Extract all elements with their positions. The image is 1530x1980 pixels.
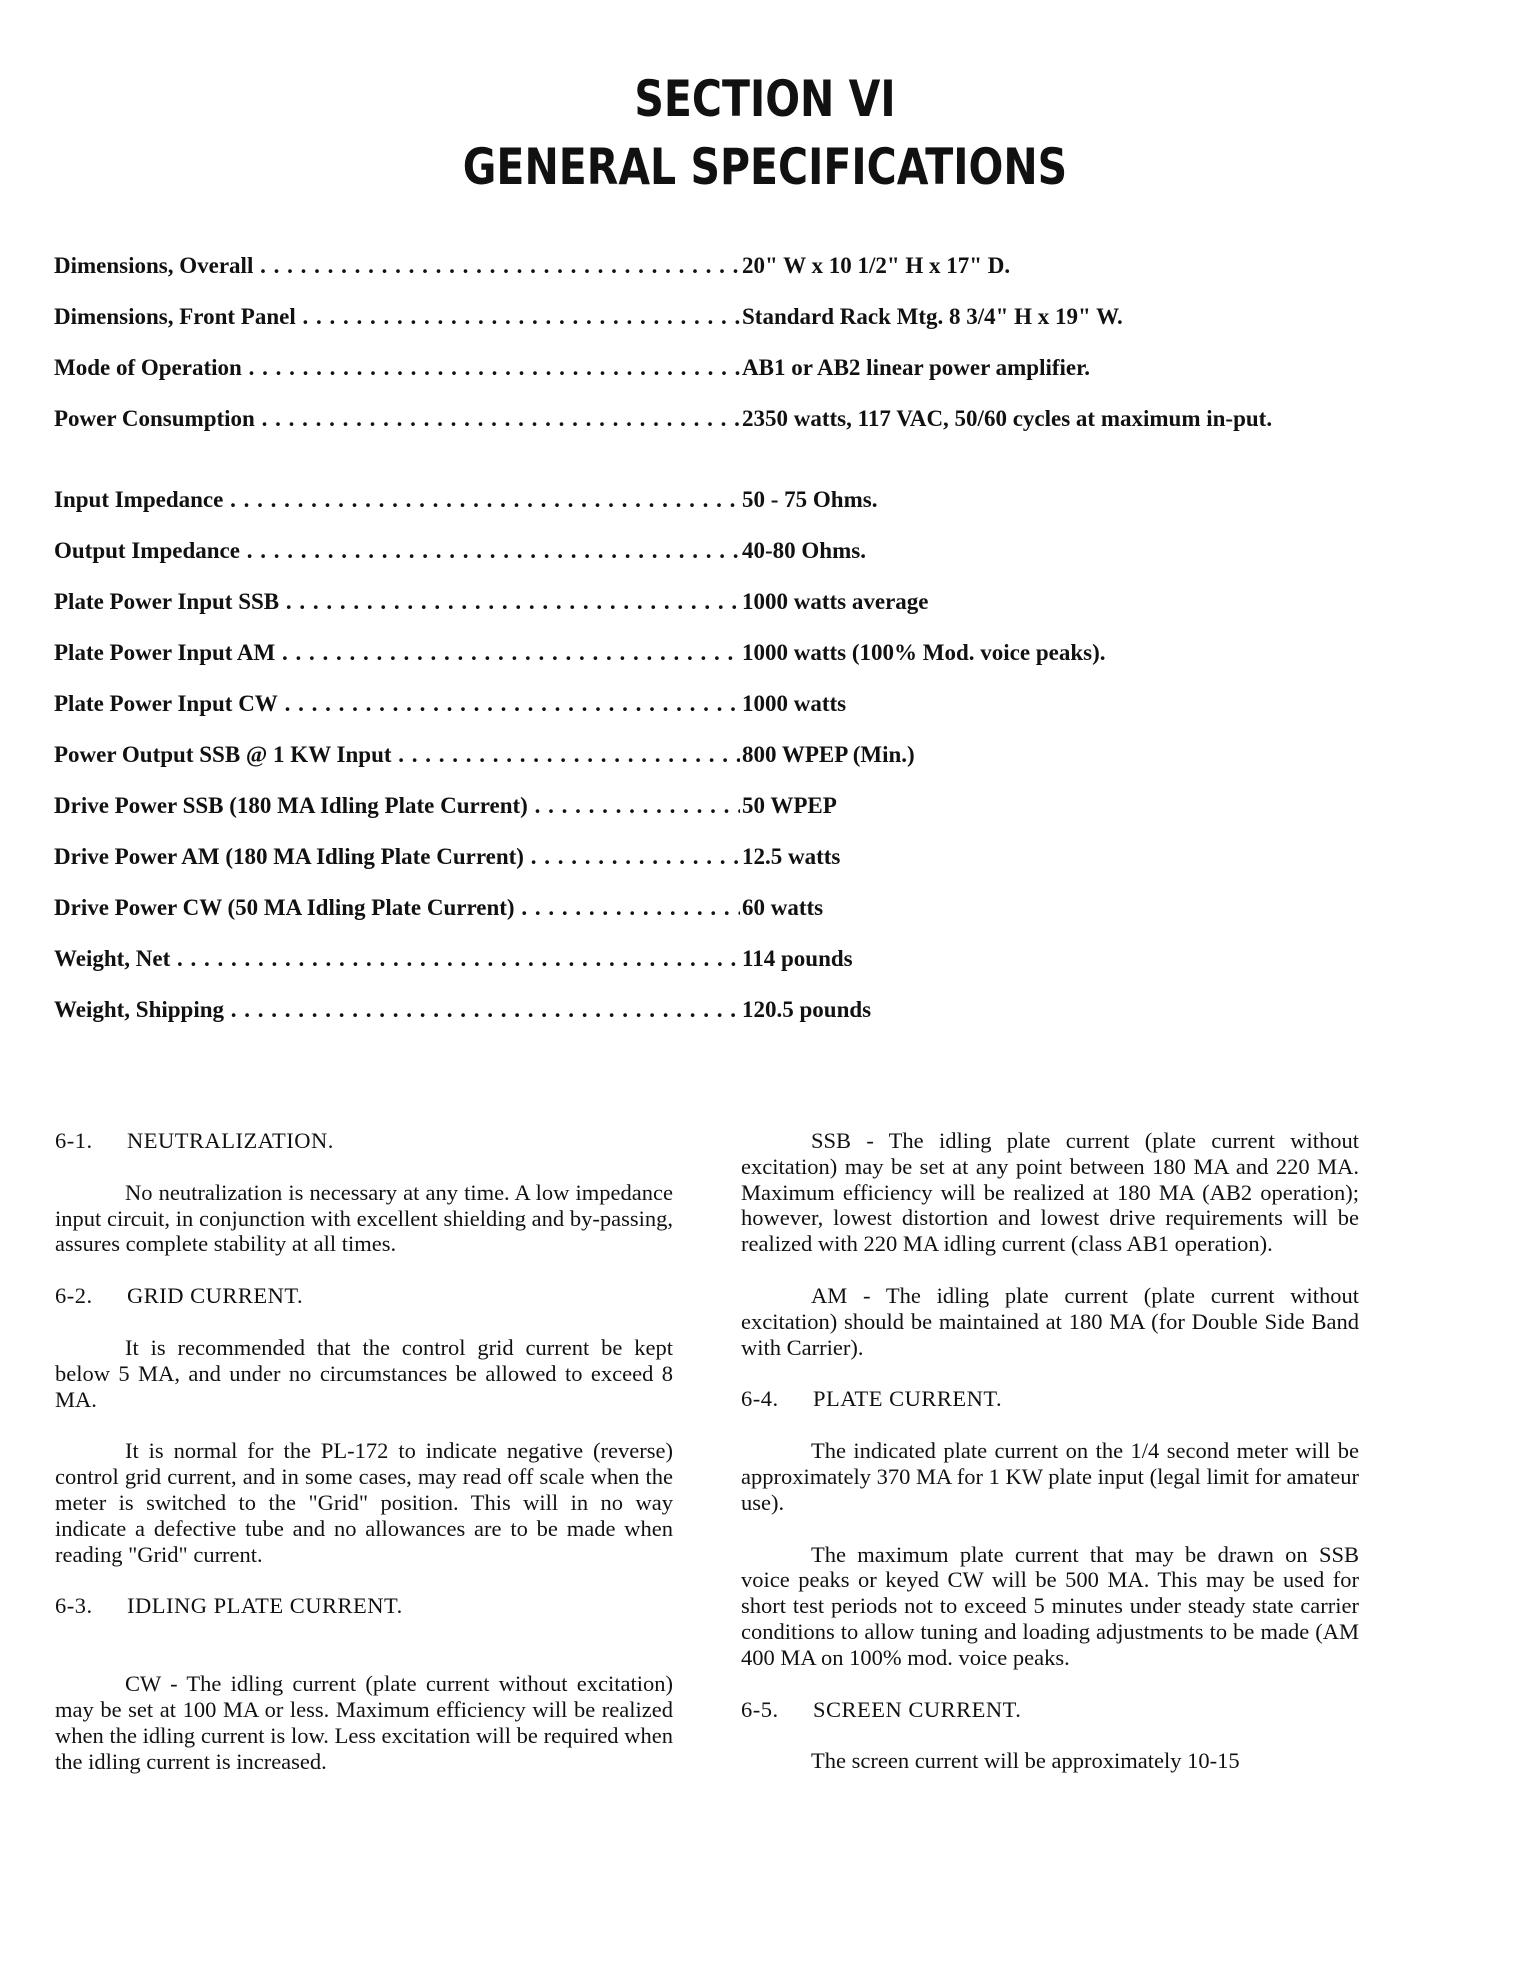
spec-value: 2350 watts, 117 VAC, 50/60 cycles at maximum in-put. xyxy=(740,407,1362,431)
spec-label: Dimensions, Front Panel . . . xyxy=(54,305,740,329)
spec-value: 50 - 75 Ohms. xyxy=(740,488,1362,512)
section-number: 6-4. xyxy=(741,1386,779,1412)
spec-label: Weight, Net . . . xyxy=(54,947,740,971)
spec-row xyxy=(54,480,1374,531)
spec-row xyxy=(54,531,1374,582)
spec-label: Output Impedance . . . xyxy=(54,539,740,563)
spec-row xyxy=(54,786,1374,837)
spec-label: Mode of Operation . . . xyxy=(54,356,740,380)
spec-row xyxy=(54,939,1374,990)
spec-value: AB1 or AB2 linear power amplifier. xyxy=(740,356,1362,380)
spec-value: 40-80 Ohms. xyxy=(740,539,1362,563)
paragraph-ssb: SSB - The idling plate current (plate current without excitation) may be set at any point between 180 MA and 220 MA. Maximum efficiency will be realized at 180 MA (AB2 operation); however, lowest distortion and lowest drive requirements will be realized with 220 MA idling current (class AB1 operation). xyxy=(741,1128,1359,1257)
spec-label: Drive Power AM (180 MA Idling Plate Current) . . . xyxy=(54,845,740,869)
paragraph: It is normal for the PL-172 to indicate negative (reverse) control grid current, and in some cases, may read off scale when the meter is switched to the "Grid" position. This will in no way indicate a defective tube and no allowances are to be made when reading "Grid" current. xyxy=(55,1438,673,1567)
section-title: GRID CURRENT. xyxy=(127,1283,304,1309)
section-title: PLATE CURRENT. xyxy=(813,1386,1003,1412)
paragraph-cw: CW - The idling current (plate current without excitation) may be set at 100 MA or less. Maximum efficiency will be realized when the idling current is low. Less excitation will be required when the idling current is increased. xyxy=(55,1671,673,1774)
spec-label: Drive Power SSB (180 MA Idling Plate Current) . . . xyxy=(54,794,740,818)
spec-row xyxy=(54,837,1374,888)
spec-row xyxy=(54,990,1374,1041)
spec-value: Standard Rack Mtg. 8 3/4" H x 19" W. xyxy=(740,305,1362,329)
paragraph: It is recommended that the control grid current be kept below 5 MA, and under no circumstances be allowed to exceed 8 MA. xyxy=(55,1334,673,1412)
spec-row xyxy=(54,888,1374,939)
spec-value: 1000 watts (100% Mod. voice peaks). xyxy=(740,641,1362,665)
section-number: 6-5. xyxy=(741,1696,779,1722)
right-column xyxy=(741,1128,1359,1774)
spec-row xyxy=(54,399,1374,480)
spec-value: 12.5 watts xyxy=(740,845,1362,869)
spec-label: Plate Power Input AM . . . xyxy=(54,641,740,665)
spec-label: Power Consumption . . . xyxy=(54,407,740,431)
spec-value: 1000 watts average xyxy=(740,590,1362,614)
spec-row xyxy=(54,297,1374,348)
paragraph: No neutralization is necessary at any time. A low impedance input circuit, in conjunction with excellent shielding and by-passing, assures complete stability at all times. xyxy=(55,1179,673,1257)
spec-row xyxy=(54,735,1374,786)
paragraph: The maximum plate current that may be drawn on SSB voice peaks or keyed CW will be 500 MA. This may be used for short test periods not to exceed 5 minutes under steady state carrier conditions to allow tuning and loading adjustments to be made (AM 400 MA on 100% mod. voice peaks. xyxy=(741,1541,1359,1670)
paragraph: The screen current will be approximately 10-15 xyxy=(811,1748,1240,1774)
specifications-table xyxy=(54,246,1374,1041)
spec-row xyxy=(54,246,1374,297)
spec-value: 114 pounds xyxy=(740,947,1362,971)
section-number: 6-1. xyxy=(55,1128,93,1153)
page-title: GENERAL SPECIFICATIONS xyxy=(462,138,1068,196)
section-number: 6-2. xyxy=(55,1283,93,1309)
section-heading-neutralization xyxy=(55,1128,673,1154)
section-title: NEUTRALIZATION. xyxy=(127,1128,334,1153)
section-title: SCREEN CURRENT. xyxy=(813,1696,1022,1722)
spec-value: 50 WPEP xyxy=(740,794,1362,818)
section-number: SECTION VI xyxy=(634,70,896,128)
spec-row xyxy=(54,633,1374,684)
section-heading-screen-current xyxy=(741,1697,1359,1723)
spec-value: 1000 watts xyxy=(740,692,1362,716)
spec-row xyxy=(54,582,1374,633)
section-heading-grid-current xyxy=(55,1283,673,1309)
spec-row xyxy=(54,348,1374,399)
paragraph: The indicated plate current on the 1/4 second meter will be approximately 370 MA for 1 KW plate input (legal limit for amateur use). xyxy=(741,1438,1359,1515)
left-column xyxy=(55,1128,673,1774)
spec-value: 800 WPEP (Min.) xyxy=(740,743,1362,767)
section-title: IDLING PLATE CURRENT. xyxy=(127,1593,403,1619)
spec-label: Power Output SSB @ 1 KW Input . . . xyxy=(54,743,740,767)
spec-label: Drive Power CW (50 MA Idling Plate Current) . . . xyxy=(54,896,740,920)
spec-value: 60 watts xyxy=(740,896,1362,920)
spec-label: Plate Power Input CW . . . xyxy=(54,692,740,716)
section-heading-idling-plate-current xyxy=(55,1593,673,1619)
section-number: 6-3. xyxy=(55,1593,93,1619)
spec-label: Plate Power Input SSB . . . xyxy=(54,590,740,614)
spec-row xyxy=(54,684,1374,735)
spec-value: 120.5 pounds xyxy=(740,998,1362,1022)
spec-value: 20" W x 10 1/2" H x 17" D. xyxy=(740,254,1362,278)
spec-label: Input Impedance . . . xyxy=(54,488,740,512)
paragraph-am: AM - The idling plate current (plate current without excitation) should be maintained at 180 MA (for Double Side Band with Carrier). xyxy=(741,1282,1359,1360)
spec-label: Weight, Shipping . . . xyxy=(54,998,740,1022)
section-heading-plate-current xyxy=(741,1386,1359,1412)
spec-label: Dimensions, Overall . . . xyxy=(54,254,740,278)
